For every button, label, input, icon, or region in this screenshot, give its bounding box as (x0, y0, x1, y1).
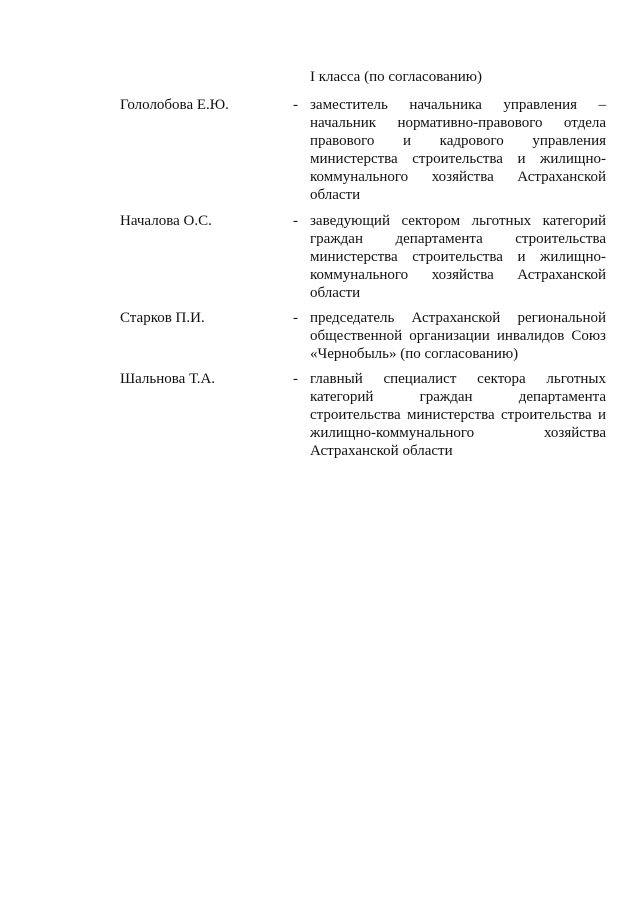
member-position: председатель Астраханской региональной общественной организации инвалидов Союз «Чернобыль» (по согласованию) (310, 310, 606, 362)
member-name: Шальнова Т.А. (120, 371, 216, 387)
member-dash: - (293, 310, 298, 326)
member-position: главный специалист сектора льготных категорий граждан департамента строительства министерства строительства и жилищно-коммунального хозяйства Астраханской области (310, 371, 606, 459)
member-dash: - (293, 371, 298, 387)
member-position: заведующий сектором льготных категорий граждан департамента строительства министерства строительства и жилищно-коммунального хозяйства Астраханской области (310, 213, 606, 301)
member-dash: - (293, 213, 298, 229)
member-position: заместитель начальника управления – начальник нормативно-правового отдела правового и кадрового управления министерства строительства и жилищно-коммунального хозяйства Астраханской области (310, 97, 606, 203)
member-name: Началова О.С. (120, 213, 212, 229)
member-name: Старков П.И. (120, 310, 205, 326)
member-name: Гололобова Е.Ю. (120, 97, 229, 113)
member-dash: - (293, 97, 298, 113)
continuation-text: I класса (по согласованию) (310, 69, 483, 85)
